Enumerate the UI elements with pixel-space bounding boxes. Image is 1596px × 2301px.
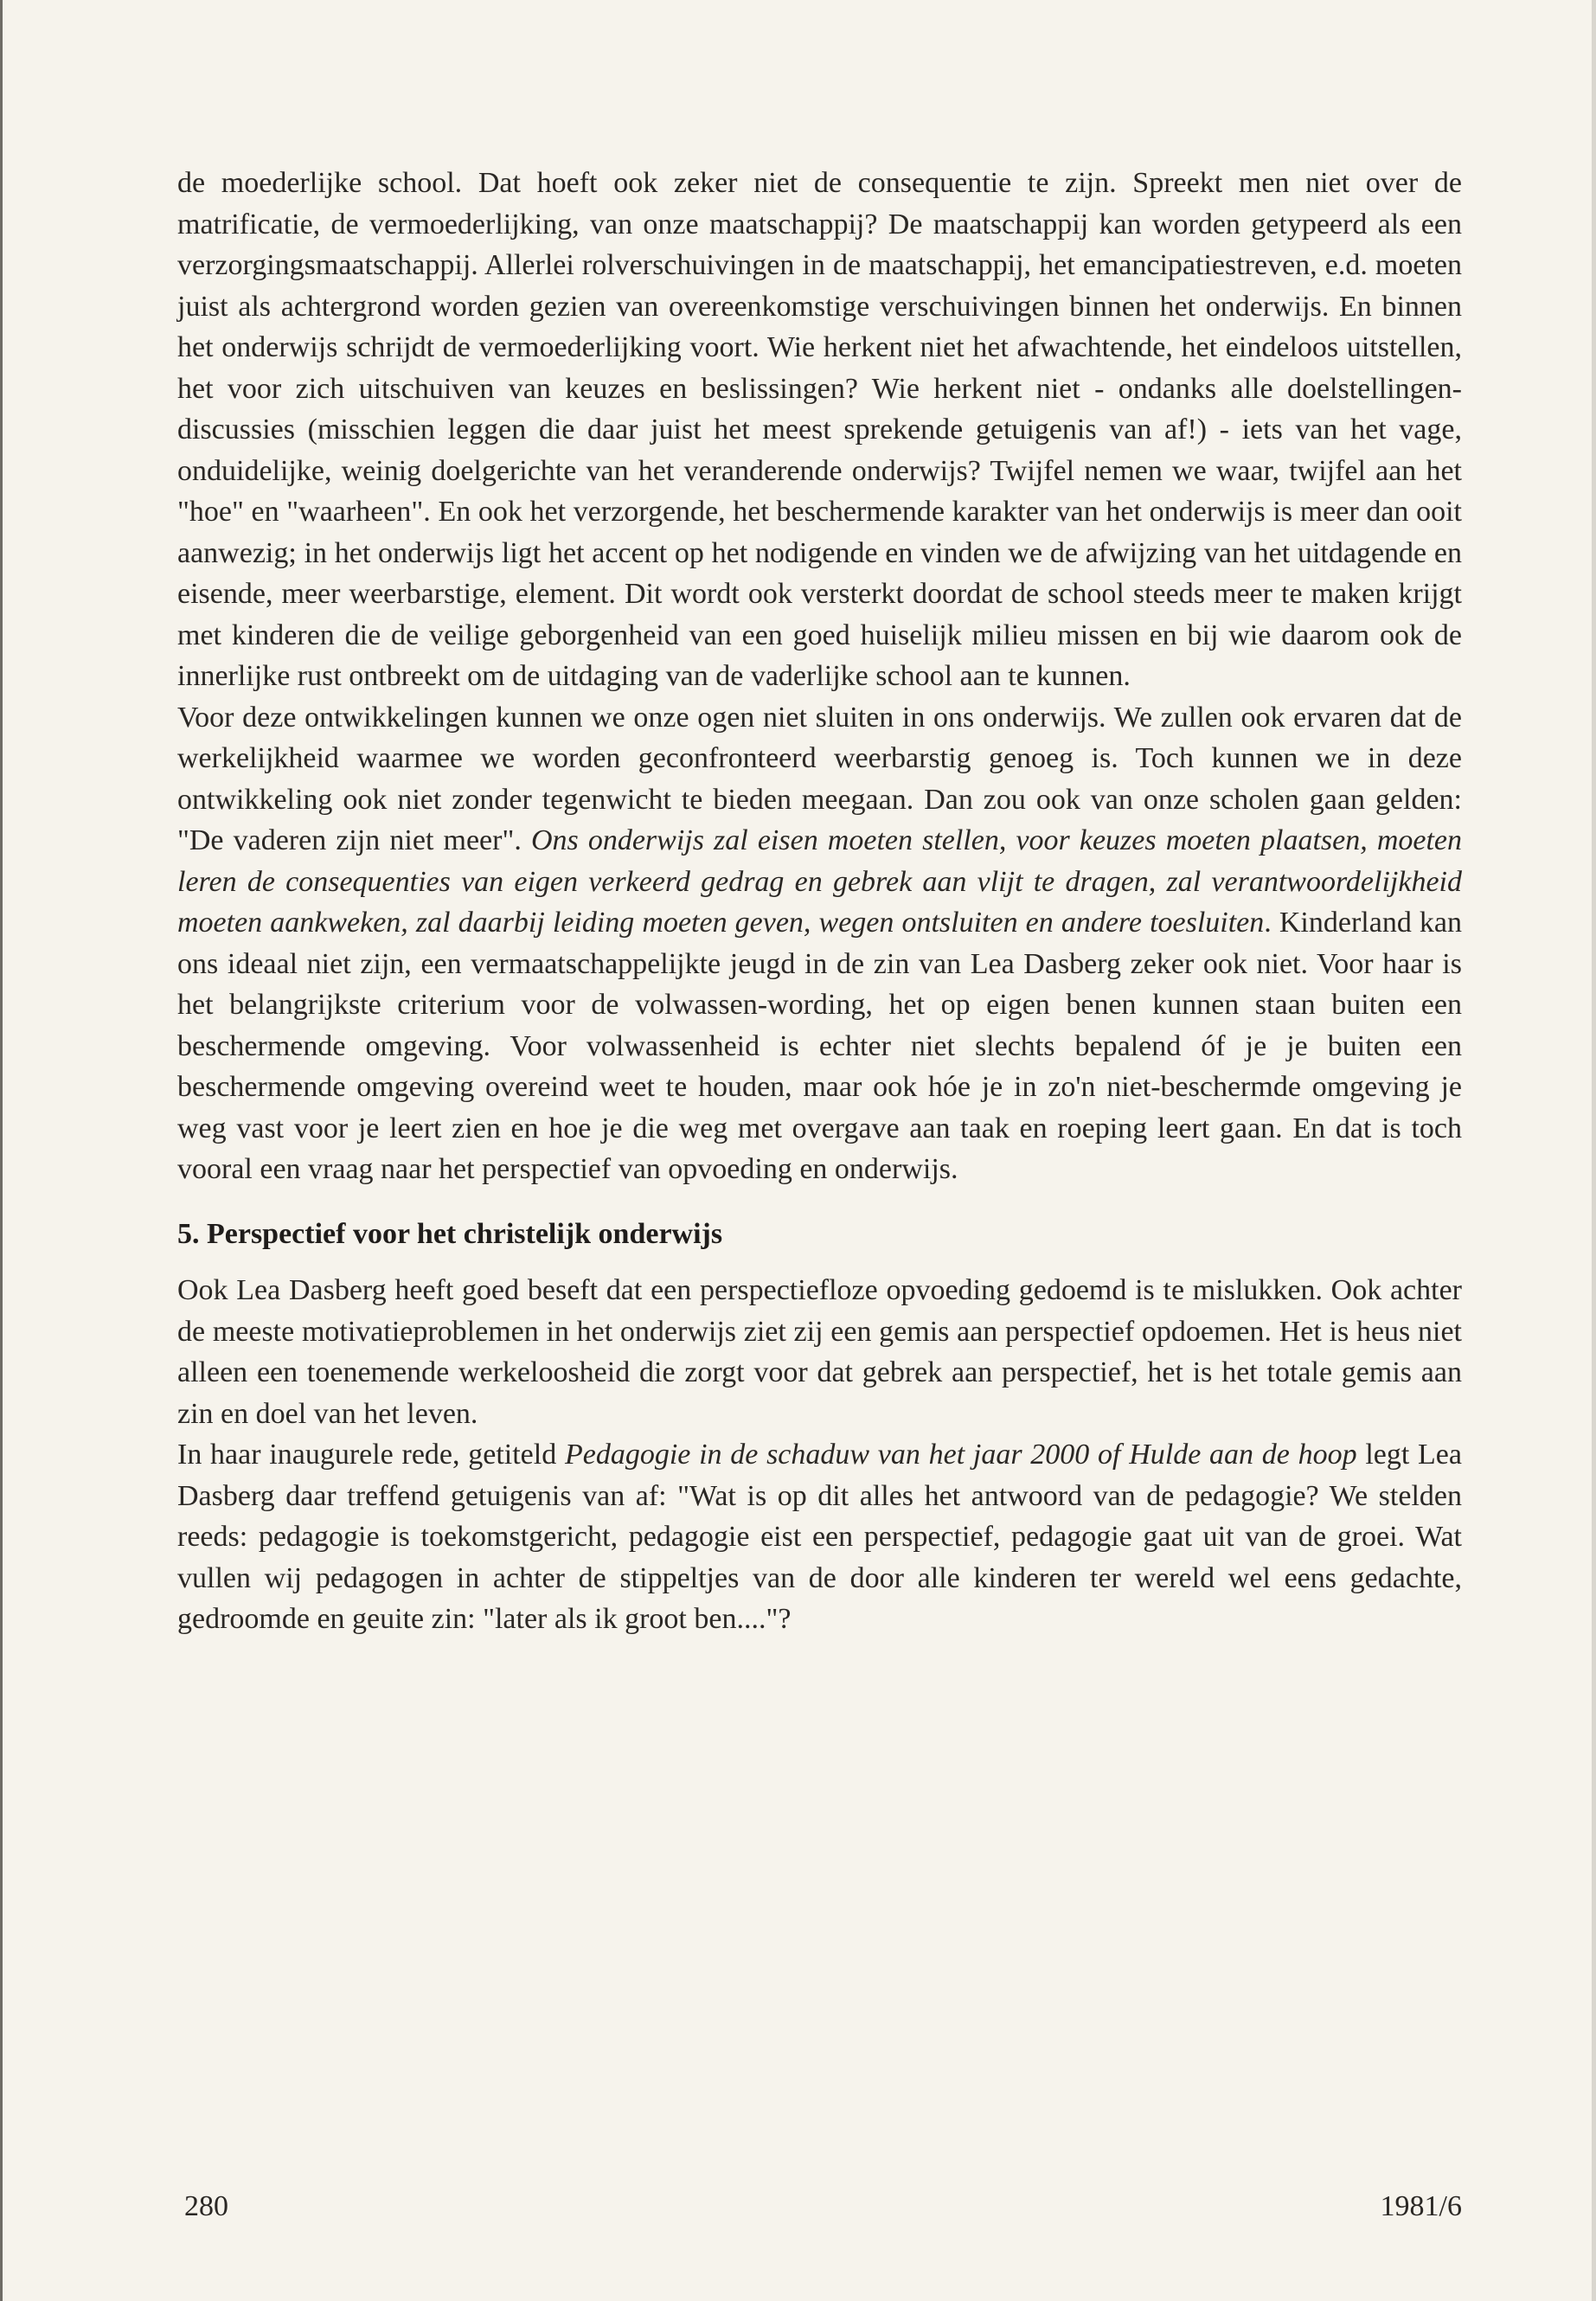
paragraph-3 bbox=[177, 1270, 1462, 1434]
paragraph-2-text-end: . Kinderland kan ons ideaal niet zijn, een vermaatschappelijkte jeugd in de zin van Lea Dasberg zeker ook niet. Voor haar is het belangrijkste criterium voor de volwassen-wording, het op eigen benen kunnen staan buiten een beschermende omgeving. Voor volwassenheid is echter niet slechts bepalend óf je je buiten een beschermende omgeving overeind weet te houden, maar ook hóe je in zo'n niet-beschermde omgeving je weg vast voor je leert zien en hoe je die weg met overgave aan taak en roeping leert gaan. En dat is toch vooral een vraag naar het perspectief van opvoeding en onderwijs. bbox=[177, 907, 1462, 1185]
paragraph-2-italic-passage: Ons onderwijs zal eisen moeten stellen, voor keuzes moeten plaatsen, moeten leren de consequenties van eigen verkeerd gedrag en gebrek aan vlijt te dragen, zal verantwoordelijkheid moeten aankweken, zal daarbij leiding moeten geven, wegen ontsluiten en andere toesluiten bbox=[177, 824, 1462, 939]
page-footer bbox=[184, 2190, 1462, 2232]
scan-edge-right bbox=[1592, 0, 1596, 2301]
paragraph-2 bbox=[177, 697, 1462, 1190]
paragraph-3-text: Ook Lea Dasberg heeft goed beseft dat een perspectiefloze opvoeding gedoemd is te mislukken. Ook achter de meeste motivatieproblemen in het onderwijs ziet zij een gemis aan perspectief opdoemen. Het is heus niet alleen een toenemende werkeloosheid die zorgt voor dat gebrek aan perspectief, het is het totale gemis aan zin en doel van het leven. bbox=[177, 1274, 1462, 1430]
section-heading: 5. Perspectief voor het christelijk onderwijs bbox=[177, 1217, 723, 1250]
page-number: 280 bbox=[184, 2190, 228, 2222]
paragraph-4-text-start: In haar inaugurele rede, getiteld bbox=[177, 1439, 565, 1471]
paragraph-4-italic-title: Pedagogie in de schaduw van het jaar 2000 of Hulde aan de hoop bbox=[564, 1439, 1357, 1471]
paragraph-4 bbox=[177, 1434, 1462, 1640]
text-column bbox=[177, 163, 1462, 1640]
paragraph-4-text-end: legt Lea Dasberg daar treffend getuigenis van af: "Wat is op dit alles het antwoord van de pedagogie? We stelden reeds: pedagogie is toekomstgericht, pedagogie eist een perspectief, pedagogie gaat uit van de groei. Wat vullen wij pedagogen in achter de stippeltjes van de door alle kinderen ter wereld wel eens gedachte, gedroomde en geuite zin: "later als ik groot ben...."? bbox=[177, 1439, 1462, 1635]
paragraph-1-text: de moederlijke school. Dat hoeft ook zeker niet de consequentie te zijn. Spreekt men niet over de matrificatie, de vermoederlijking, van onze maatschappij? De maatschappij kan worden getypeerd als een verzorgingsmaatschappij. Allerlei rolverschuivingen in de maatschappij, het emancipatiestreven, e.d. moeten juist als achtergrond worden gezien van overeenkomstige verschuivingen binnen het onderwijs. En binnen het onderwijs schrijdt de vermoederlijking voort. Wie herkent niet het afwachtende, het eindeloos uitstellen, het voor zich uitschuiven van keuzes en beslissingen? Wie herkent niet - ondanks alle doelstellingen-discussies (misschien leggen die daar juist het meest sprekende getuigenis van af!) - iets van het vage, onduidelijke, weinig doelgerichte van het veranderende onderwijs? Twijfel nemen we waar, twijfel aan het "hoe" en "waarheen". En ook het verzorgende, het beschermende karakter van het onderwijs is meer dan ooit aanwezig; in het onderwijs ligt het accent op het nodigende en vinden we de afwijzing van het uitdagende en eisende, meer weerbarstige, element. Dit wordt ook versterkt doordat de school steeds meer te maken krijgt met kinderen die de veilige geborgenheid van een goed huiselijk milieu missen en bij wie daarom ook de innerlijke rust ontbreekt om de uitdaging van de vaderlijke school aan te kunnen. bbox=[177, 167, 1462, 692]
scan-edge-left bbox=[0, 0, 3, 2301]
paragraph-1 bbox=[177, 163, 1462, 697]
issue-number: 1981/6 bbox=[1380, 2190, 1462, 2222]
paragraph-2-text-start: Voor deze ontwikkelingen kunnen we onze ogen niet sluiten in ons onderwijs. We zullen ook ervaren dat de werkelijkheid waarmee we worden geconfronteerd weerbarstig genoeg is. Toch kunnen we in deze ontwikkeling ook niet zonder tegenwicht te bieden meegaan. Dan zou ook van onze scholen gaan gelden: "De vaderen zijn niet meer". bbox=[177, 701, 1462, 856]
